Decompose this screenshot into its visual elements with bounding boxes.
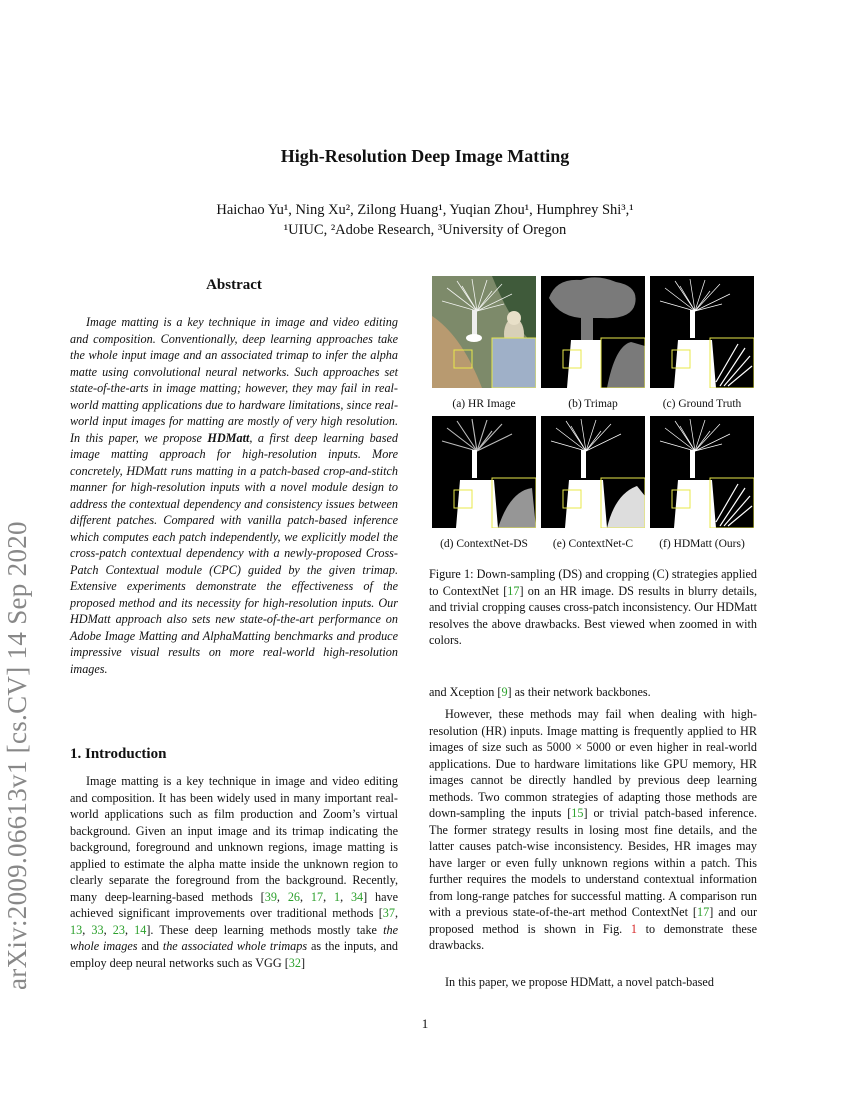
paper-title: High-Resolution Deep Image Matting [280,146,570,166]
citation-link[interactable]: 17 [507,583,520,598]
caption-text: Figure 1: Down-sampling (DS) and cropping (C) strategies applied to ContextNet [ [429,567,757,598]
right-paragraph-0 [429,684,757,701]
right-paragraph-2: In this paper, we propose HDMatt, a novel patch-based [445,975,714,989]
citation-link[interactable]: 37 [382,906,395,920]
abstract-text-2: , a first deep learning based image matting approach for high-resolution inputs. More concretely, HDMatt runs matting in a patch-based crop-and-stitch manner for high-resolution inputs with a novel module design to address the contextual dependency and consistency issues between different patches. Compared with vanilla patch-based inference which computes each patch independently, we explicitly model the cross-patch contextual dependency with a newly-proposed Cross-Patch Contextual module (CPC) guided by the given trimap. Extensive experiments demonstrate the effectiveness of the proposed method and its necessity for high-resolution inputs. Our HDMatt approach also sets new state-of-the-art performance on Adobe Image Matting and AlphaMatting benchmarks and produce impressive visual results on more real-world high-resolution images. [70,430,399,676]
citation-link[interactable]: 23 [112,922,125,937]
intro-text: Image matting is a key technique in image and video editing and composition. It has been widely used in many important real-world applications such as film production and Zoom’s virtual background. Given an input image and its trimap indicating the background, foreground and unknown regions, image matting is applied to estimate the alpha matte inside the unknown region to clearly separate the foreground from the background. Recently, many deep-learning-based methods [ [70,774,398,904]
contextnet-ds-panel [432,416,536,528]
body-text: and Xception [ [429,685,502,699]
body-text: ] or trivial patch-based inference. The former strategy results in losing most fine details, and the latter causes patch-wise inconsistency. Besides, HR images may have larger or even fully unknown regions within a patch. This further requires the models to understand contextual information from long-range patches for successful matting. A comparison run with a previous state-of-the-art method ContextNet [ [429,806,757,919]
authors-line: Haichao Yu¹, Ning Xu², Zilong Huang¹, Yuqian Zhou¹, Humphrey Shi³,¹ [216,202,634,218]
caption-text: ] on an HR image. DS results in blurry details, and trivial cropping causes cross-patch inconsistency. Our HDMatt resolves the above drawbacks. Best viewed when zoomed in with colors. [429,583,757,647]
intro-paragraph: Image matting is a key technique in image and video editing and composition. It has been widely used in many important real-world applications such as film production and Zoom’s virtual background. Given an input image and its trimap indicating the background, foreground and unknown regions, image matting is applied to estimate the alpha matte inside the unknown region to clearly separate the foreground from the background. Recently, many deep-learning-based methods [39, 26, 17, 1, 34] have achieved significant improvements over traditional methods [37, 13, 33, 23, 14]. These deep learning methods mostly take the whole images and the associated whole trimaps as the inputs, and employ deep neural networks such as VGG [32] [70,774,399,970]
figure-ref-link[interactable]: 1 [630,921,637,936]
figure-label-f: (f) HDMatt (Ours) [659,538,745,550]
intro-italic: the associated whole trimaps [162,939,308,953]
abstract-text-1: Image matting is a key technique in image and video editing and composition. Conventionally, deep learning approaches take the whole input image and an associated trimap to infer the alpha matte using convolutional neural networks. Such approaches set state-of-the-arts in image matting; however, they may fail in real-world matting applications due to hardware limitations, since real-world input images for matting are mostly of very high resolution. In this paper, we propose [70,315,398,445]
figure-label-c: (c) Ground Truth [662,398,742,410]
intro-text: ] [300,955,306,970]
intro-text: ] have achieved significant improvements over traditional methods [ [70,889,399,920]
intro-heading: 1. Introduction [70,746,167,762]
trimap-panel [541,276,645,388]
citation-link[interactable]: 9 [501,685,508,699]
affiliations-line: ¹UIUC, ²Adobe Research, ³University of Oregon [283,222,567,238]
citation-link[interactable]: 15 [571,806,584,820]
page-number: 1 [421,1016,429,1031]
figure-label-e: (e) ContextNet-C [552,538,634,550]
hdmatt-panel [650,416,754,528]
author-block [0,200,850,240]
contextnet-c-panel [541,416,645,528]
intro-italic: the whole images [70,922,399,953]
arxiv-stamp: arXiv:2009.06613v1 [cs.CV] 14 Sep 2020 [2,521,32,990]
citation-link[interactable]: 26 [287,889,300,904]
figure-label-d: (d) ContextNet-DS [440,538,528,550]
citation-link[interactable]: 14 [134,922,147,937]
figure-label-b: (b) Trimap [568,398,618,410]
abstract-body [70,314,398,677]
right-paragraph-1 [429,706,757,954]
ground-truth-panel [650,276,754,388]
citation-link[interactable]: 34 [350,889,364,904]
body-text: to demonstrate these drawbacks. [429,921,757,952]
citation-link[interactable]: 1 [333,889,341,904]
figure-1 [429,276,759,556]
hr-image-panel [432,276,536,388]
figure-caption [429,566,757,649]
citation-link[interactable]: 32 [288,955,301,970]
intro-text: as the inputs, and employ deep neural networks such as VGG [ [70,939,399,970]
citation-link[interactable]: 17 [310,889,324,904]
body-text: ] as their network backbones. [507,685,651,699]
abstract-method-name: HDMatt [207,430,250,445]
body-text: ] and our proposed method is shown in Fig. [429,905,757,936]
citation-link[interactable]: 33 [91,922,104,937]
figure-label-a: (a) HR Image [452,398,516,410]
citation-link[interactable]: 17 [697,905,710,919]
citation-link[interactable]: 13 [70,922,83,937]
citation-link[interactable]: 39 [264,889,277,904]
body-text: However, these methods may fail when dealing with high-resolution (HR) inputs. Image matting is frequently applied to HR images of size such as 5000 × 5000 or even higher in real-world applications. Due to hardware limitations like GPU memory, HR images cannot be directly handled by previous deep learning methods. Two common strategies of adapting those methods are down-sampling the inputs [ [429,707,757,820]
intro-text: and [137,939,163,953]
abstract-heading: Abstract [206,277,262,293]
intro-text: ]. These deep learning methods mostly take [146,922,384,937]
